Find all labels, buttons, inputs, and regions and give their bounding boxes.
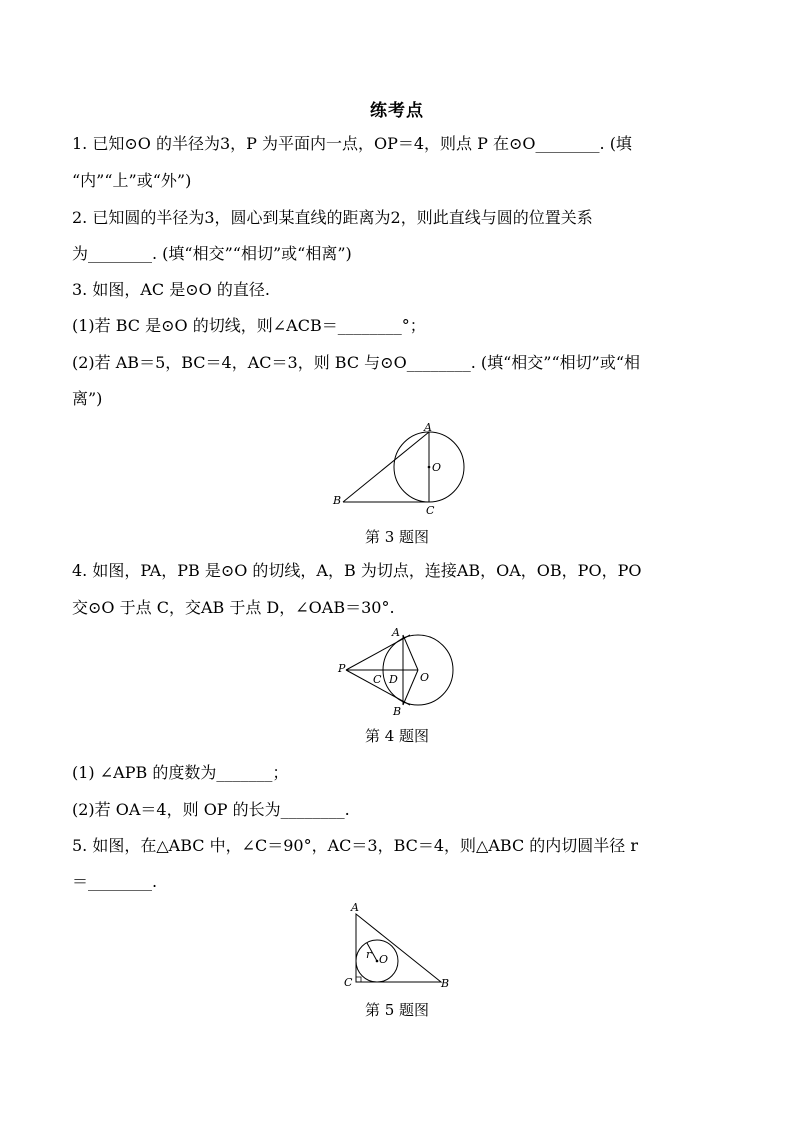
question-1-line-1: 1. 已知⊙O 的半径为3，P 为平面内一点，OP＝4，则点 P 在⊙O________. (填 (72, 134, 632, 153)
question-3-caption: 第 3 题图 (364, 528, 430, 546)
label-o: O (379, 953, 389, 966)
label-o: O (432, 461, 442, 474)
label-d: D (389, 673, 398, 686)
label-c: C (373, 673, 382, 686)
label-o: O (420, 671, 430, 684)
radius-ob (403, 670, 418, 705)
label-c: C (426, 504, 435, 517)
label-p: P (338, 662, 346, 675)
question-3-part-2-cont: 离”) (72, 389, 103, 408)
question-2-line-1: 2. 已知圆的半径为3，圆心到某直线的距离为2，则此直线与圆的位置关系 (72, 208, 593, 227)
label-c: C (344, 976, 353, 989)
segment-ab (343, 432, 429, 502)
question-4-line-1: 4. 如图，PA，PB 是⊙O 的切线，A，B 为切点，连接AB，OA，OB，PO，PO (72, 561, 642, 580)
question-3-figure (330, 420, 470, 520)
question-5-caption: 第 5 题图 (364, 1001, 430, 1019)
radius-oa (403, 635, 418, 670)
question-5-line-2: ＝________. (72, 872, 158, 891)
question-5-figure (340, 900, 460, 992)
question-2-line-2: 为________. (填“相交”“相切”或“相离”) (72, 244, 352, 263)
label-b: B (333, 494, 342, 507)
question-3-intro: 3. 如图，AC 是⊙O 的直径. (72, 280, 270, 299)
question-4-line-2: 交⊙O 于点 C，交AB 于点 D，∠OAB＝30°. (72, 598, 395, 617)
page-title: 练考点 (370, 101, 424, 121)
right-angle-mark (356, 977, 361, 982)
label-a: A (424, 421, 432, 434)
label-a: A (351, 901, 359, 914)
question-4-part-2: (2)若 OA＝4，则 OP 的长为________. (72, 800, 350, 819)
question-4-part-1: (1) ∠APB 的度数为_______； (72, 763, 289, 782)
center-dot (428, 466, 431, 469)
tangent-pa (346, 635, 410, 670)
incenter-dot (376, 960, 379, 963)
label-b: B (441, 977, 450, 990)
label-b: B (393, 705, 402, 718)
label-r: r (366, 948, 372, 961)
question-3-part-2: (2)若 AB＝5，BC＝4，AC＝3，则 BC 与⊙O________. (填“相交”“相切”或“相 (72, 353, 641, 372)
question-1-line-2: “内”“上”或“外”) (72, 171, 192, 190)
question-4-caption: 第 4 题图 (364, 727, 430, 745)
question-4-figure (336, 628, 461, 718)
question-3-part-1: (1)若 BC 是⊙O 的切线，则∠ACB＝________°； (72, 316, 426, 335)
question-5-line-1: 5. 如图，在△ABC 中，∠C＝90°，AC＝3，BC＝4，则△ABC 的内切圆半径 r (72, 836, 639, 855)
label-a: A (392, 626, 400, 639)
